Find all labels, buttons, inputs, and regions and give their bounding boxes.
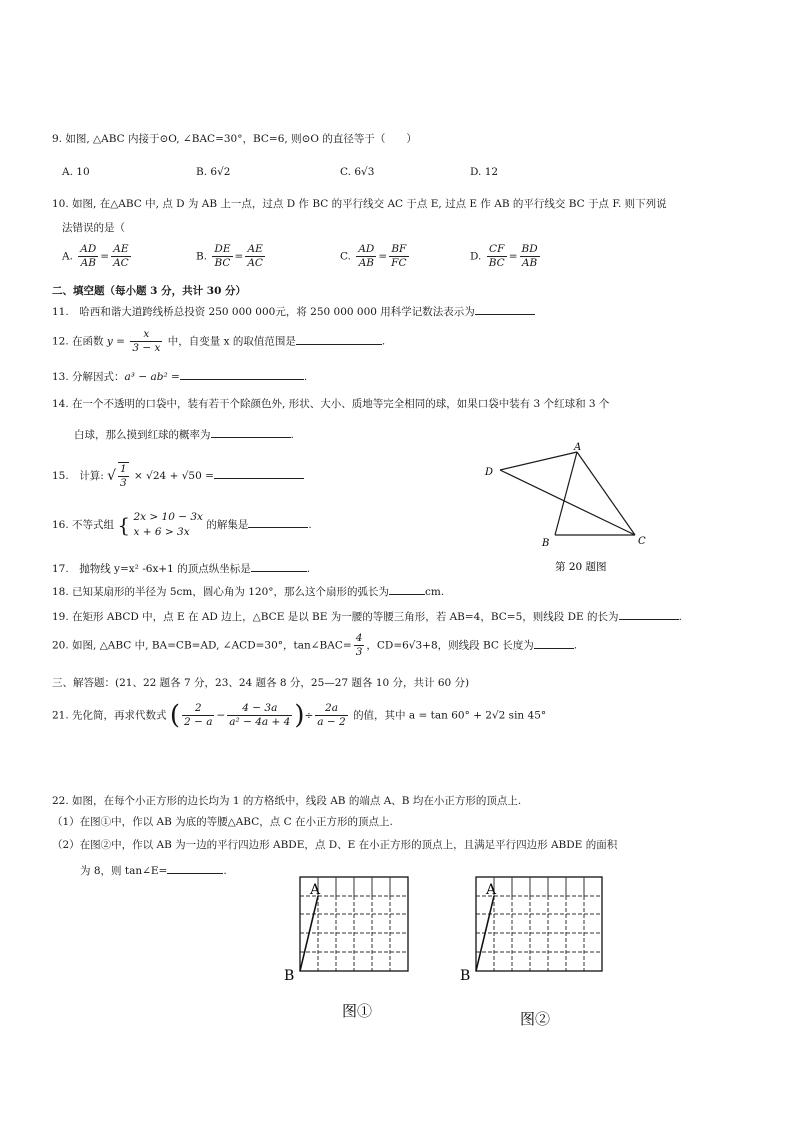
section-3-heading: 三、解答题：(21、22 题各 7 分，23、24 题各 8 分，25—27 题各 10 分，共计 60 分): [52, 677, 470, 689]
fig20-label-c: C: [638, 536, 646, 547]
q16-row2: x + 6 > 3x: [133, 526, 190, 538]
q19-answer-blank[interactable]: [619, 608, 679, 620]
q9-option-c: C. 6√3: [340, 166, 375, 178]
q15-answer-blank[interactable]: [214, 467, 304, 479]
q10-stem-line1: 10. 如图, 在△ABC 中, 点 D 为 AB 上一点，过点 D 作 BC 的平行线交 AC 于点 E, 过点 E 作 AB 的平行线交 BC 于点 F. 则下列说: [52, 198, 667, 210]
q12-numerator: x: [130, 328, 162, 342]
q19: 19. 在矩形 ABCD 中，点 E 在 AD 边上，△BCE 是以 BE 为一腰的等腰三角形，若 AB=4，BC=5，则线段 DE 的长为 .: [52, 608, 682, 624]
q16-post: 的解集是: [206, 519, 249, 531]
q22-line1: 22. 如图，在每个小正方形的边长均为 1 的方格纸中，线段 AB 的端点 A、B 均在小正方形的顶点上.: [52, 795, 522, 807]
q17: 17. 抛物线 y=x² -6x+1 的顶点纵坐标是 .: [52, 560, 310, 576]
fig20-label-d: D: [485, 467, 494, 478]
fig20-segment-ab: [555, 452, 577, 535]
fig20-segment-dc: [500, 470, 635, 535]
q20-pre: 20. 如图, △ABC 中, BA=CB=AD, ∠ACD=30°，tan∠BAC=: [52, 639, 352, 652]
q10-option-d-label: D.: [470, 250, 482, 263]
q10-option-c: C. $\frac{AD}{AB}$ = $\frac{BF}{FC}$: [340, 243, 407, 269]
q12-post: 中，自变量 x 的取值范围是: [167, 335, 296, 348]
q13-answer-blank[interactable]: [180, 368, 304, 380]
q14-line2-text: 白球，那么摸到红球的概率为: [74, 429, 211, 441]
q12-pre: 12. 在函数: [52, 335, 104, 348]
q11: [52, 303, 535, 319]
q17-text: 17. 抛物线 y=x² -6x+1 的顶点纵坐标是: [52, 563, 251, 575]
q16-row1: 2x > 10 − 3x: [133, 511, 203, 523]
q22-grid-figure-2: [456, 866, 626, 1036]
q9-option-d: D. 12: [470, 166, 499, 178]
q21-f2-denominator: a² − 4a + 4: [229, 716, 291, 728]
q10-option-b: B. $\frac{DE}{BC}$ = $\frac{AE}{AC}$: [196, 243, 263, 269]
fig20-label-a: A: [574, 442, 582, 453]
grid-1-label-a: A: [310, 882, 321, 898]
q21: 21. 先化简，再求代数式 ( $\frac{2}{2 - a}$ − $\frac{4 - 3a}{\text{a² − 4a + 4}}$ )÷ $\frac{2a}{a - 2}$ 的值，其中 a = tan 60° + 2√2 sin 45°: [52, 700, 547, 731]
q16: 16. 不等式组 { 2x > 10 − 3x x + 6 > 3x 的解集是 .: [52, 511, 312, 538]
q9-option-a: A. 10: [62, 166, 90, 178]
q11-answer-blank[interactable]: [475, 303, 535, 315]
fig20-segment-ac: [577, 452, 635, 535]
q22-line3: （2）在图②中，作以 AB 为一边的平行四边形 ABDE，点 D、E 在小正方形的顶点上，且满足平行四边形 ABDE 的面积: [52, 839, 618, 851]
q21-f3-denominator: a − 2: [317, 716, 346, 728]
q22-line4: 为 8，则 tan∠E= .: [80, 862, 227, 878]
q20: 20. 如图, △ABC 中, BA=CB=AD, ∠ACD=30°，tan∠BAC= $\frac{4}{3}$ ，CD=6√3+8，则线段 BC 长度为 .: [52, 632, 578, 658]
q18-text: 18. 已知某扇形的半径为 5cm，圆心角为 120°，那么这个扇形的弧长为: [52, 586, 390, 598]
q19-text: 19. 在矩形 ABCD 中，点 E 在 AD 边上，△BCE 是以 BE 为一腰的等腰三角形，若 AB=4，BC=5，则线段 DE 的长为: [52, 611, 619, 623]
q14-line1: 14. 在一个不透明的口袋中，装有若干个除颜色外, 形状、大小、质地等完全相同的球，如果口袋中装有 3 个红球和 3 个: [52, 398, 610, 410]
fig20-segment-da: [500, 452, 577, 470]
fig20-label-b: B: [542, 538, 550, 549]
q11-text: 11. 哈西和谐大道跨线桥总投资 250 000 000元，将 250 000 000 用科学记数法表示为: [52, 306, 475, 318]
q21-post: 的值，其中 a = tan 60° + 2√2 sin 45°: [353, 709, 547, 722]
q12: 12. 在函数 y = $\frac{x}{3 - x}$ 中，自变量 x 的取值范围是 .: [52, 328, 386, 354]
q13-expr: a³ − ab² =: [124, 371, 180, 383]
q22-line2: （1）在图①中，作以 AB 为底的等腰△ABC，点 C 在小正方形的顶点上.: [52, 816, 393, 828]
q20-numerator: 4: [355, 632, 363, 644]
q12-lhs: y =: [106, 335, 125, 348]
grid-1-caption: 图①: [342, 1002, 373, 1020]
grid-2-label-a: A: [486, 882, 497, 898]
q10-option-d: D. $\frac{CF}{BC}$ = $\frac{BD}{AB}$: [470, 243, 538, 269]
q20-answer-blank[interactable]: [534, 637, 574, 649]
q18-answer-blank[interactable]: [389, 583, 425, 595]
q12-denominator: 3 − x: [132, 342, 161, 354]
q22-answer-blank[interactable]: [167, 862, 223, 874]
q12-answer-blank[interactable]: [296, 333, 382, 345]
grid-1-label-b: B: [284, 968, 295, 984]
q13: 13. 分解因式：a³ − ab² = .: [52, 368, 307, 384]
q10-option-a-label: A.: [62, 250, 73, 263]
q10-stem-line2: 法错误的是（: [62, 222, 125, 234]
q21-f2-numerator: 4 − 3a: [227, 702, 292, 716]
q18-unit: cm.: [425, 586, 445, 598]
q21-f1-denominator: 2 − a: [184, 716, 213, 728]
q20-post: ，CD=6√3+8，则线段 BC 长度为: [366, 639, 534, 652]
q9-stem: 9. 如图, △ABC 内接于⊙O, ∠BAC=30°，BC=6, 则⊙O 的直径等于（ ）: [52, 133, 417, 145]
q16-answer-blank[interactable]: [248, 516, 308, 528]
q17-answer-blank[interactable]: [251, 560, 307, 572]
section-2-heading: 二、填空题（每小题 3 分，共计 30 分）: [52, 285, 247, 297]
q14-line2: 白球，那么摸到红球的概率为 .: [74, 426, 294, 442]
q22-grid-figure-1: [280, 866, 450, 1036]
q15-expr: × √24 + √50 =: [134, 470, 214, 482]
q13-pre: 13. 分解因式：: [52, 371, 125, 383]
q21-f1-numerator: 2: [182, 702, 214, 716]
q18: [52, 583, 444, 599]
q15-pre: 15. 计算:: [52, 470, 104, 482]
fig20-caption: 第 20 题图: [555, 561, 607, 573]
q10-option-a: A. $\frac{AD}{AB}$ = $\frac{AE}{AC}$: [62, 243, 129, 269]
grid-2-label-b: B: [460, 968, 471, 984]
q16-pre: 16. 不等式组: [52, 519, 115, 531]
q22-line4-text: 为 8，则 tan∠E=: [80, 865, 168, 877]
q21-f3-numerator: 2a: [315, 702, 347, 716]
figure-20: [480, 440, 660, 580]
q9-option-b: B. 6√2: [196, 166, 231, 178]
q21-pre: 21. 先化简，再求代数式: [52, 709, 167, 722]
q10-option-c-label: C.: [340, 250, 351, 263]
grid-2-caption: 图②: [520, 1010, 551, 1028]
q10-option-b-label: B.: [196, 250, 208, 263]
q15: 15. 计算: √ $\frac{1}{3}$ × √24 + √50 =: [52, 462, 304, 490]
q20-denominator: 3: [355, 646, 363, 658]
q14-answer-blank[interactable]: [211, 426, 291, 438]
